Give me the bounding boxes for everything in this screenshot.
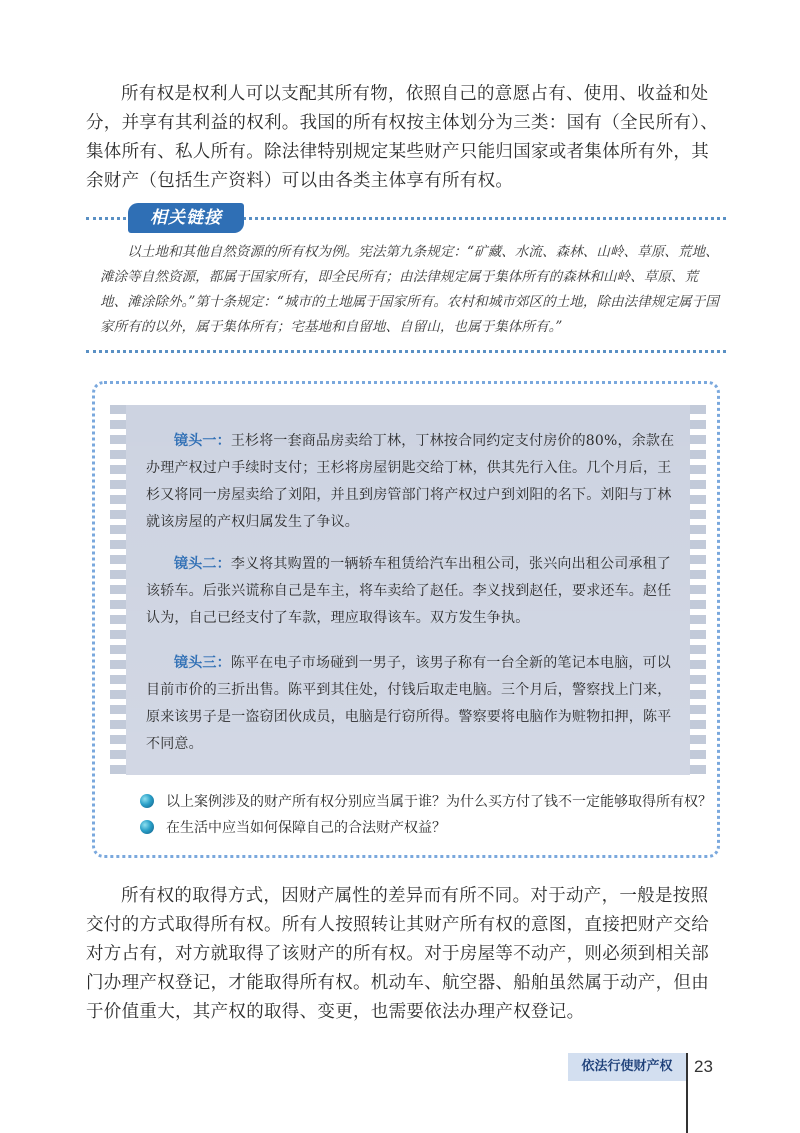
related-link-title: 相关链接 (128, 203, 244, 233)
intro-paragraph: 所有权是权利人可以支配其所有物，依照自己的意愿占有、使用、收益和处分，并享有其利益的权利。我国的所有权按主体划分为三类：国有（全民所有）、集体所有、私人所有。除法律特别规定某些财产只能归国家或者集体所有外，其余财产（包括生产资料）可以由各类主体享有所有权。 (86, 84, 719, 191)
question-1 (140, 791, 720, 813)
scene-1-label: 镜头一： (174, 433, 231, 449)
scene-2 (146, 551, 680, 632)
related-link-body: 以土地和其他自然资源的所有权为例。宪法第九条规定：“矿藏、水流、森林、山岭、草原、荒地、滩涂等自然资源，都属于国家所有，即全民所有；由法律规定属于集体所有的森林和山岭、草原、荒地、滩涂除外。”第十条规定：“城市的土地属于国家所有。农村和城市郊区的土地，除由法律规定属于国家所有的以外，属于集体所有；宅基地和自留地、自留山，也属于集体所有。” (100, 244, 719, 335)
scene-2-text: 李义将其购置的一辆轿车租赁给汽车出租公司，张兴向出租公司承租了该轿车。后张兴谎称自己是车主，将车卖给了赵任。李义找到赵任，要求还车。赵任认为，自己已经支付了车款，理应取得该车。双方发生争执。 (146, 556, 672, 626)
scene-1-text: 王杉将一套商品房卖给丁林，丁林按合同约定支付房价的80%，余款在办理产权过户手续时支付；王杉将房屋钥匙交给丁林，供其先行入住。几个月后，王杉又将同一房屋卖给了刘阳，并且到房管部门将产权过户到刘阳的名下。刘阳与丁林就该房屋的产权归属发生了争议。 (146, 433, 675, 530)
page-number: 23 (694, 1057, 713, 1076)
question-2 (140, 817, 720, 839)
scene-3-label: 镜头三： (174, 655, 231, 671)
question-2-text: 在生活中应当如何保障自己的合法财产权益？ (166, 820, 446, 836)
scene-1 (146, 428, 680, 536)
scene-3 (146, 650, 680, 758)
bullet-icon (140, 820, 154, 834)
question-1-text: 以上案例涉及的财产所有权分别应当属于谁？为什么买方付了钱不一定能够取得所有权？ (166, 794, 712, 810)
divider-bottom (86, 350, 726, 353)
bullet-icon (140, 794, 154, 808)
scene-3-text: 陈平在电子市场碰到一男子，该男子称有一台全新的笔记本电脑，可以目前市价的三折出售。陈平到其住处，付钱后取走电脑。三个月后，警察找上门来，原来该男子是一盗窃团伙成员，电脑是行窃所得。警察要将电脑作为赃物扣押，陈平不同意。 (146, 655, 672, 752)
film-strip-left (110, 405, 126, 775)
scene-2-label: 镜头二： (174, 556, 231, 572)
closing-paragraph: 所有权的取得方式，因财产属性的差异而有所不同。对于动产，一般是按照交付的方式取得所有权。所有人按照转让其财产所有权的意图，直接把财产交给对方占有，对方就取得了该财产的所有权。对于房屋等不动产，则必须到相关部门办理产权登记，才能取得所有权。机动车、航空器、船舶虽然属于动产，但由于价值重大，其产权的取得、变更，也需要依法办理产权登记。 (86, 886, 709, 1022)
film-strip-right (690, 405, 706, 775)
footer-divider (686, 1053, 688, 1133)
chapter-tab: 依法行使财产权 (568, 1053, 686, 1081)
